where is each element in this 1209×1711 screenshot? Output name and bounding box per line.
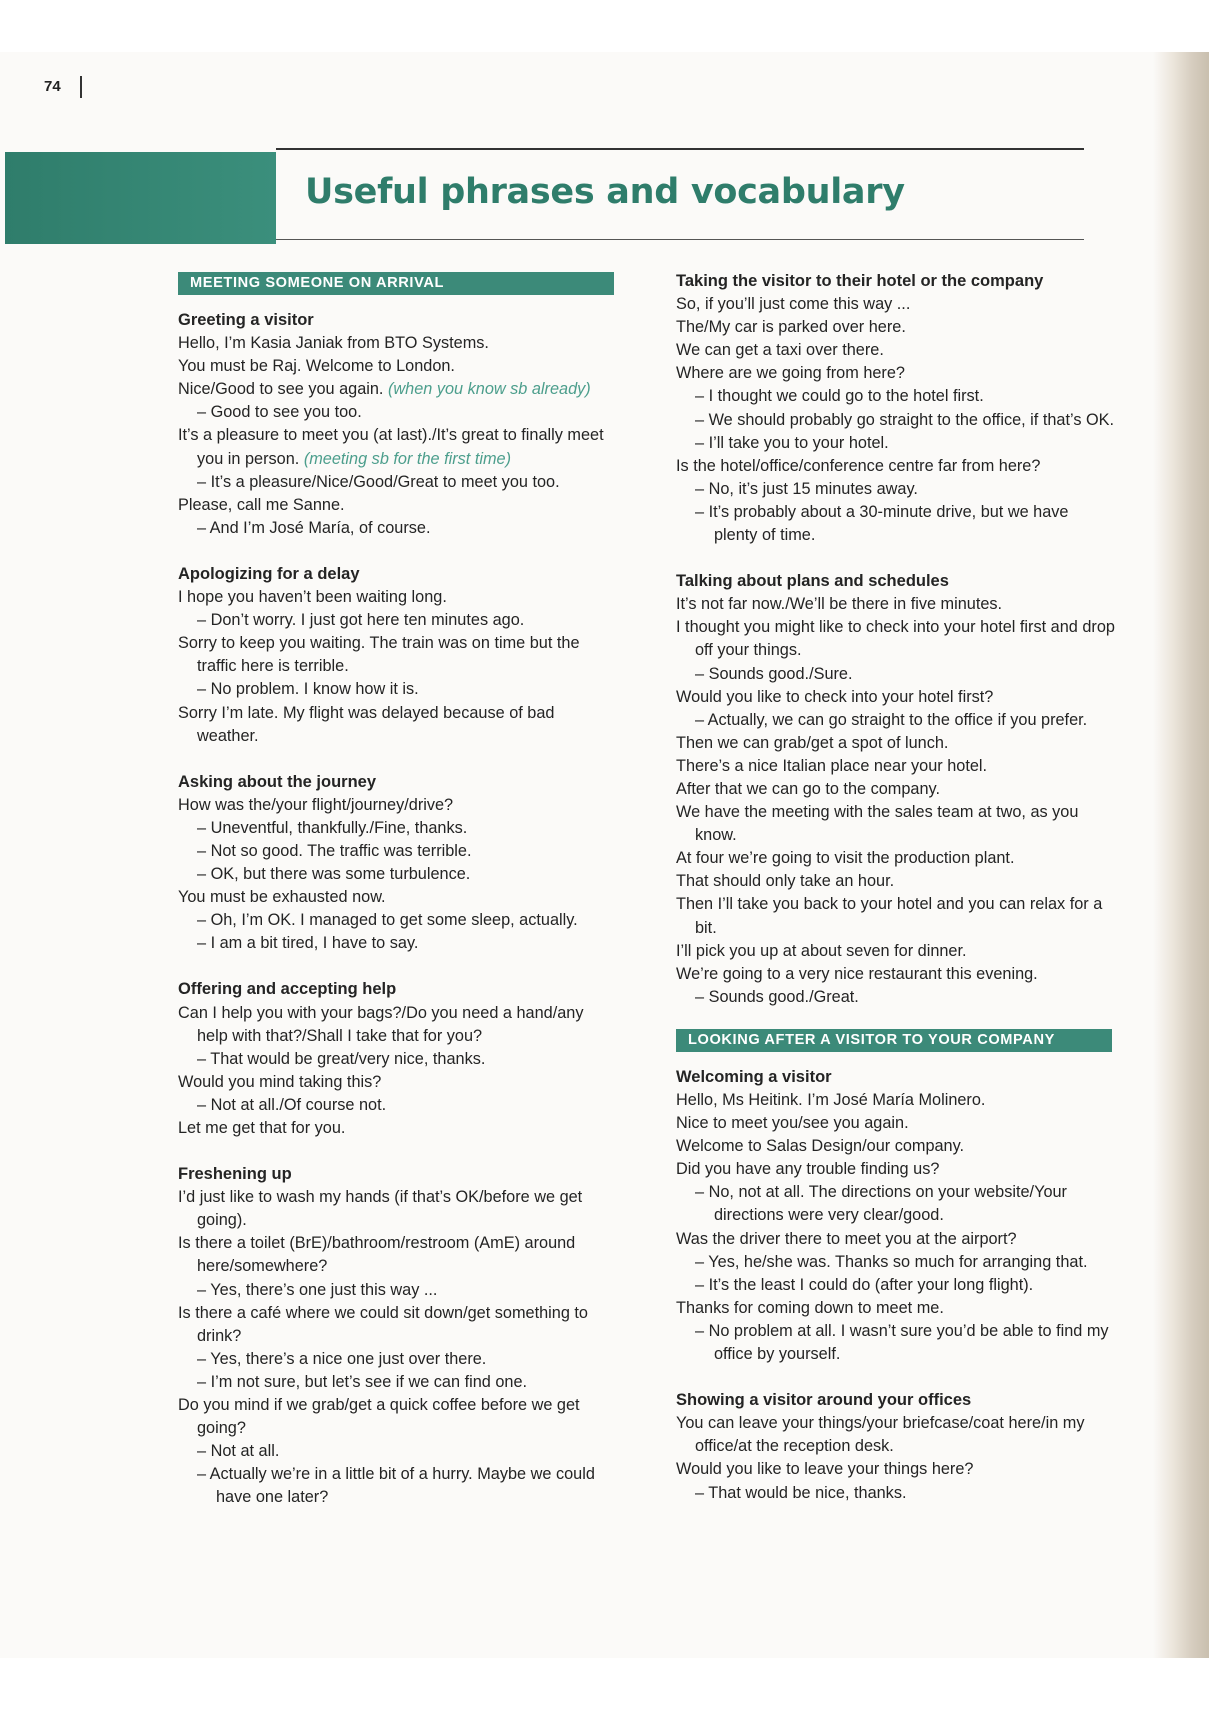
phrase-text: We can get a taxi over there. (676, 341, 884, 360)
phrase-text: Nice/Good to see you again. (178, 380, 388, 399)
reply-line (676, 409, 1116, 432)
phrase-line (676, 732, 1116, 755)
left-subsections (178, 309, 618, 1510)
reply-line (178, 1463, 618, 1509)
subsection (676, 1389, 1116, 1504)
section-heading-meeting-arrival: MEETING SOMEONE ON ARRIVAL (178, 272, 614, 295)
subsection (676, 270, 1116, 547)
phrase-line (178, 702, 618, 748)
phrase-line (676, 963, 1116, 986)
reply-line (676, 501, 1116, 547)
reply-line (178, 517, 618, 540)
phrase-text: Then I’ll take you back to your hotel and you can relax for a bit. (676, 895, 1103, 937)
subsection-heading: Taking the visitor to their hotel or the company (676, 272, 1044, 290)
phrase-text: Sorry to keep you waiting. The train was on time but the traffic here is terrible. (178, 634, 580, 676)
phrase-text: Is the hotel/office/conference centre far from here? (676, 456, 1041, 475)
phrase-line (178, 586, 618, 609)
phrase-line (178, 332, 618, 355)
phrase-text: – Actually we’re in a little bit of a hurry. Maybe we could have one later? (197, 1465, 595, 1507)
phrase-line (676, 362, 1116, 385)
phrase-text: Hello, I’m Kasia Janiak from BTO Systems. (178, 334, 489, 353)
reply-line (676, 478, 1116, 501)
reply-line (178, 863, 618, 886)
phrase-text: – Uneventful, thankfully./Fine, thanks. (197, 818, 468, 837)
phrase-text: – Sounds good./Sure. (695, 664, 853, 683)
phrase-text: You must be exhausted now. (178, 888, 386, 907)
phrase-text: – That would be nice, thanks. (695, 1483, 907, 1502)
phrase-text: – OK, but there was some turbulence. (197, 865, 471, 884)
phrase-text: Nice to meet you/see you again. (676, 1114, 909, 1133)
phrase-line (178, 794, 618, 817)
phrase-text: – Yes, he/she was. Thanks so much for arranging that. (695, 1252, 1088, 1271)
phrase-text: Hello, Ms Heitink. I’m José María Molinero. (676, 1091, 986, 1109)
subsection (178, 1163, 618, 1509)
right-subsections-bottom (676, 1066, 1116, 1505)
phrase-line (676, 686, 1116, 709)
phrase-text: – I am a bit tired, I have to say. (197, 934, 419, 953)
reply-line (676, 709, 1116, 732)
reply-line (178, 401, 618, 424)
phrase-text: – We should probably go straight to the office, if that’s OK. (695, 410, 1115, 429)
subsection (676, 570, 1116, 1009)
page-title: Useful phrases and vocabulary (305, 172, 905, 212)
reply-line (676, 1274, 1116, 1297)
phrase-text: You must be Raj. Welcome to London. (178, 357, 455, 376)
reply-line (178, 609, 618, 632)
phrase-line (676, 801, 1116, 847)
phrase-text: Please, call me Sanne. (178, 495, 345, 514)
phrase-text: Did you have any trouble finding us? (676, 1160, 940, 1179)
phrase-text: The/My car is parked over here. (676, 318, 906, 337)
reply-line (178, 1371, 618, 1394)
phrase-line (676, 293, 1116, 316)
reply-line (178, 1348, 618, 1371)
phrase-text: – It’s the least I could do (after your long flight). (695, 1275, 1034, 1294)
reply-line (178, 840, 618, 863)
phrase-text: – No problem at all. I wasn’t sure you’d be able to find my office by yourself. (695, 1321, 1109, 1364)
phrase-line (178, 1302, 618, 1348)
usage-note: (when you know sb already) (387, 380, 591, 399)
reply-line (676, 986, 1116, 1009)
phrase-text: – Yes, there’s one just this way ... (197, 1280, 438, 1299)
phrase-text: That should only take an hour. (676, 872, 895, 891)
reply-line (676, 432, 1116, 455)
phrase-line (676, 940, 1116, 963)
phrase-line (178, 1002, 618, 1048)
phrase-text: I thought you might like to check into your hotel first and drop off your things. (676, 618, 1115, 660)
right-column (676, 270, 1116, 1505)
phrase-line (676, 616, 1116, 662)
phrase-text: I’ll pick you up at about seven for dinner. (676, 941, 967, 960)
phrase-text: – Not so good. The traffic was terrible. (197, 841, 472, 860)
phrase-text: – Don’t worry. I just got here ten minutes ago. (197, 611, 525, 630)
reply-line (178, 909, 618, 932)
phrase-line (676, 1089, 1116, 1112)
subsection-heading: Showing a visitor around your offices (676, 1391, 972, 1410)
subsection-heading: Greeting a visitor (178, 311, 314, 329)
phrase-line (178, 494, 618, 517)
subsection (178, 563, 618, 748)
phrase-text: There’s a nice Italian place near your hotel. (676, 756, 988, 775)
phrase-text: – I’m not sure, but let’s see if we can find one. (197, 1372, 528, 1391)
phrase-text: Sorry I’m late. My flight was delayed because of bad weather. (178, 703, 555, 745)
phrase-line (676, 755, 1116, 778)
phrase-line (676, 339, 1116, 362)
subsection-heading: Offering and accepting help (178, 980, 397, 999)
phrase-text: It’s not far now./We’ll be there in five minutes. (676, 595, 1003, 614)
phrase-text: Then we can grab/get a spot of lunch. (676, 733, 949, 752)
phrase-text: – No problem. I know how it is. (197, 680, 419, 699)
page-number: 74 (44, 78, 61, 95)
phrase-text: Is there a café where we could sit down/get something to drink? (178, 1303, 588, 1345)
subsection (178, 309, 618, 540)
phrase-text: – No, it’s just 15 minutes away. (695, 479, 918, 498)
phrase-line (676, 847, 1116, 870)
phrase-text: – And I’m José María, of course. (197, 518, 431, 537)
subsection (178, 978, 618, 1140)
reply-line (178, 1048, 618, 1071)
reply-line (676, 1320, 1116, 1366)
phrase-text: Was the driver there to meet you at the airport? (676, 1229, 1017, 1248)
subsection-heading: Freshening up (178, 1165, 292, 1184)
phrase-text: At four we’re going to visit the production plant. (676, 849, 1015, 868)
phrase-text: I’d just like to wash my hands (if that’s OK/before we get going). (178, 1188, 583, 1230)
phrase-line (676, 455, 1116, 478)
phrase-text: – It’s probably about a 30-minute drive, but we have plenty of time. (695, 502, 1069, 545)
phrase-line (676, 1112, 1116, 1135)
phrase-text: I hope you haven’t been waiting long. (178, 588, 447, 607)
reply-line (178, 817, 618, 840)
phrase-line (676, 1412, 1116, 1458)
header-rule-bottom (276, 239, 1084, 240)
phrase-line (178, 1071, 618, 1094)
phrase-text: Thanks for coming down to meet me. (676, 1298, 944, 1317)
reply-line (676, 385, 1116, 408)
phrase-text: Let me get that for you. (178, 1119, 346, 1137)
phrase-text: After that we can go to the company. (676, 779, 940, 798)
reply-line (178, 1094, 618, 1117)
subsection-heading: Asking about the journey (178, 772, 377, 791)
phrase-line (676, 1228, 1116, 1251)
phrase-line (178, 424, 618, 470)
phrase-line (178, 886, 618, 909)
subsection (178, 771, 618, 956)
phrase-text: Welcome to Salas Design/our company. (676, 1137, 965, 1156)
phrase-line (178, 1186, 618, 1232)
phrase-text: – Yes, there’s a nice one just over there. (197, 1349, 487, 1368)
subsection-heading: Welcoming a visitor (676, 1067, 832, 1086)
reply-line (178, 471, 618, 494)
phrase-line (676, 1297, 1116, 1320)
left-column (178, 270, 618, 1510)
phrase-text: – Actually, we can go straight to the office if you prefer. (695, 710, 1088, 729)
phrase-text: We have the meeting with the sales team at two, as you know. (676, 803, 1079, 845)
subsection (676, 1066, 1116, 1366)
usage-note: (meeting sb for the first time) (303, 449, 512, 468)
phrase-line (676, 1135, 1116, 1158)
phrase-text: – Good to see you too. (197, 403, 362, 422)
phrase-text: Would you like to leave your things here? (676, 1460, 974, 1479)
phrase-text: You can leave your things/your briefcase/coat here/in my office/at the reception desk. (676, 1414, 1085, 1456)
phrase-text: Would you mind taking this? (178, 1072, 382, 1091)
phrase-text: It’s a pleasure to meet you (at last)./It’s great to finally meet you in person. (178, 426, 604, 468)
phrase-text: – Sounds good./Great. (695, 987, 859, 1006)
reply-line (178, 932, 618, 955)
phrase-line (676, 778, 1116, 801)
binding-shadow (1153, 52, 1209, 1658)
phrase-line (178, 355, 618, 378)
phrase-line (676, 870, 1116, 893)
header-rule-top (276, 148, 1084, 150)
phrase-text: Where are we going from here? (676, 364, 905, 383)
phrase-line (178, 1232, 618, 1278)
phrase-text: Can I help you with your bags?/Do you need a hand/any help with that?/Shall I take that for you? (178, 1003, 584, 1045)
reply-line (178, 1440, 618, 1463)
phrase-text: Would you like to check into your hotel first? (676, 687, 994, 706)
phrase-text: – I thought we could go to the hotel first. (695, 387, 984, 406)
reply-line (178, 678, 618, 701)
phrase-text: – Oh, I’m OK. I managed to get some sleep, actually. (197, 911, 578, 930)
phrase-text: – It’s a pleasure/Nice/Good/Great to meet you too. (197, 472, 560, 491)
phrase-text: How was the/your flight/journey/drive? (178, 795, 454, 814)
phrase-text: – Not at all./Of course not. (197, 1095, 387, 1114)
phrase-line (178, 1117, 618, 1140)
phrase-text: – No, not at all. The directions on your website/Your directions were very clear/good. (695, 1183, 1067, 1225)
phrase-text: – Not at all. (197, 1442, 280, 1461)
subsection-heading: Apologizing for a delay (178, 564, 360, 583)
phrase-line (676, 1458, 1116, 1481)
section-heading-visitor-company: LOOKING AFTER A VISITOR TO YOUR COMPANY (676, 1029, 1112, 1052)
reply-line (676, 1251, 1116, 1274)
phrase-text: So, if you’ll just come this way ... (676, 295, 911, 314)
phrase-line (178, 1394, 618, 1440)
phrase-line (178, 378, 618, 401)
page-number-separator (80, 76, 82, 98)
reply-line (676, 1482, 1116, 1505)
phrase-text: Is there a toilet (BrE)/bathroom/restroom (AmE) around here/somewhere? (178, 1234, 576, 1276)
phrase-text: – I’ll take you to your hotel. (695, 433, 889, 452)
phrase-text: We’re going to a very nice restaurant this evening. (676, 964, 1038, 983)
phrase-text: Do you mind if we grab/get a quick coffee before we get going? (178, 1396, 580, 1438)
phrase-line (676, 316, 1116, 339)
reply-line (676, 663, 1116, 686)
phrase-line (676, 593, 1116, 616)
phrase-line (676, 1158, 1116, 1181)
phrase-line (676, 893, 1116, 939)
header-color-block (5, 152, 276, 244)
reply-line (178, 1279, 618, 1302)
phrase-line (178, 632, 618, 678)
phrase-text: – That would be great/very nice, thanks. (197, 1049, 486, 1068)
reply-line (676, 1181, 1116, 1227)
right-subsections-top (676, 270, 1116, 1009)
subsection-heading: Talking about plans and schedules (676, 572, 949, 591)
